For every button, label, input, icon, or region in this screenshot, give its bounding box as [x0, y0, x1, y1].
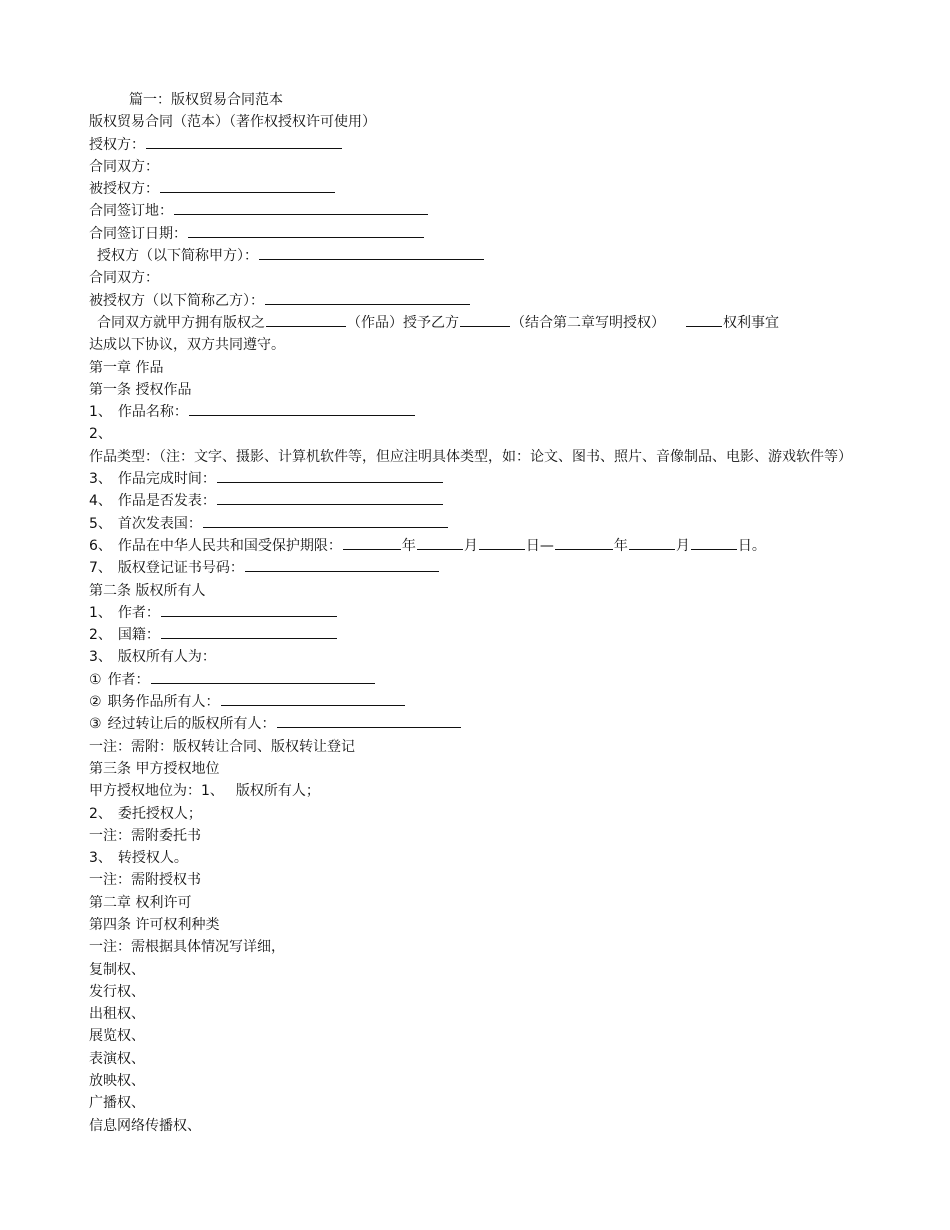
- author-field: [89, 602, 879, 624]
- right-item: 展览权、: [89, 1028, 145, 1045]
- owner-author-label: 作者：: [107, 671, 150, 688]
- right-item: 放映权、: [89, 1073, 145, 1090]
- entrusted-item: [89, 803, 879, 825]
- parties-line-1: 合同双方：: [89, 158, 159, 175]
- note-entrustment: 一注：需附委托书: [89, 827, 201, 844]
- agreement-text-1: 合同双方就甲方拥有版权之: [97, 314, 265, 331]
- licensor-label: 授权方：: [89, 136, 145, 153]
- item-number: 2、: [89, 805, 112, 822]
- work-name-blank[interactable]: [189, 401, 415, 416]
- signing-date-blank[interactable]: [188, 223, 424, 238]
- note-authorization: 一注：需附授权书: [89, 872, 201, 889]
- grant-blank[interactable]: [460, 312, 510, 327]
- chapter-1-heading: 第一章 作品: [89, 359, 164, 376]
- completion-time-field: [89, 468, 879, 490]
- work-for-hire-owner-blank[interactable]: [221, 691, 405, 706]
- work-name-label: 作品名称：: [117, 404, 188, 421]
- work-type-text: 作品类型：（注：文字、摄影、计算机软件等，但应注明具体类型，如：论文、图书、照片、音像制品、电影、游戏软件等）: [89, 448, 852, 465]
- document-page: [89, 89, 879, 1137]
- agreement-text-3: （结合第二章写明授权）: [511, 314, 665, 331]
- signing-place-label: 合同签订地：: [89, 203, 173, 220]
- registration-number-label: 版权登记证书号码：: [117, 560, 244, 577]
- grant-status-owner: 版权所有人；: [235, 783, 320, 800]
- work-for-hire-owner-field: [89, 691, 879, 713]
- day-end-label: 日。: [737, 537, 766, 554]
- item-number: 4、: [89, 493, 112, 510]
- licensor-blank[interactable]: [146, 134, 342, 149]
- signing-place-blank[interactable]: [174, 200, 428, 215]
- item-number: 2、: [89, 627, 112, 644]
- item-number: 6、: [89, 537, 112, 554]
- document-heading: 篇一：版权贸易合同范本: [129, 92, 283, 108]
- parties-line-2: 合同双方：: [89, 270, 159, 287]
- note-detail: 一注：需根据具体情况写详细，: [89, 939, 285, 956]
- transferred-owner-field: [89, 713, 879, 735]
- work-for-hire-owner-label: 职务作品所有人：: [107, 694, 220, 711]
- signing-date-label: 合同签订日期：: [89, 225, 187, 242]
- party-b-field: [89, 290, 879, 312]
- right-item: 发行权、: [89, 983, 145, 1000]
- work-type-item: [89, 423, 879, 468]
- author-label: 作者：: [117, 604, 160, 621]
- note-transfer: 一注：需附：版权转让合同、版权转让登记: [89, 738, 355, 755]
- completion-time-blank[interactable]: [217, 468, 443, 483]
- agreement-line-1: [89, 312, 879, 334]
- published-blank[interactable]: [217, 490, 443, 505]
- published-label: 作品是否发表：: [117, 493, 216, 510]
- published-field: [89, 490, 879, 512]
- first-publication-label: 首次发表国：: [117, 515, 202, 532]
- end-year-blank[interactable]: [555, 535, 613, 550]
- agreement-text-4: 权利事宜: [723, 314, 779, 331]
- nationality-label: 国籍：: [117, 627, 160, 644]
- party-a-field: [89, 245, 879, 267]
- party-b-blank[interactable]: [265, 290, 470, 305]
- item-number: 3、: [89, 649, 112, 666]
- protection-term-field: [89, 535, 879, 557]
- nationality-field: [89, 624, 879, 646]
- licensee-blank[interactable]: [160, 178, 335, 193]
- owner-author-field: [89, 669, 879, 691]
- registration-number-field: [89, 557, 879, 579]
- month-label: 月: [675, 537, 690, 554]
- copyright-owner-item: [89, 646, 879, 668]
- signing-date-field: [89, 223, 879, 245]
- grant-status-line: [89, 780, 879, 802]
- completion-time-label: 作品完成时间：: [117, 471, 216, 488]
- end-month-blank[interactable]: [629, 535, 675, 550]
- transferred-owner-label: 经过转让后的版权所有人：: [107, 716, 276, 733]
- article-4-heading: 第四条 许可权利种类: [89, 916, 220, 933]
- circled-number: ①: [89, 671, 102, 688]
- start-day-blank[interactable]: [479, 535, 525, 550]
- start-year-blank[interactable]: [343, 535, 401, 550]
- item-number: 1、: [89, 404, 112, 421]
- contract-title: 版权贸易合同（范本）（著作权授权许可使用）: [89, 114, 376, 131]
- item-number: 3、: [89, 850, 112, 867]
- right-item: 复制权、: [89, 961, 145, 978]
- entrusted-label: 委托授权人；: [117, 805, 202, 822]
- signing-place-field: [89, 200, 879, 222]
- agreement-line-2: 达成以下协议，双方共同遵守。: [89, 337, 285, 354]
- registration-number-blank[interactable]: [245, 557, 439, 572]
- author-blank[interactable]: [161, 602, 337, 617]
- item-number: 5、: [89, 515, 112, 532]
- year-label: 年: [401, 537, 416, 554]
- grant-status-label: 甲方授权地位为：1、: [89, 783, 224, 800]
- licensor-field: [89, 134, 879, 156]
- right-item: 出租权、: [89, 1006, 145, 1023]
- licensee-field: [89, 178, 879, 200]
- work-name-field: [89, 401, 879, 423]
- first-publication-blank[interactable]: [203, 513, 448, 528]
- transferred-owner-blank[interactable]: [277, 713, 461, 728]
- first-publication-field: [89, 513, 879, 535]
- item-number: 7、: [89, 560, 112, 577]
- rights-blank[interactable]: [686, 312, 722, 327]
- article-3-heading: 第三条 甲方授权地位: [89, 760, 220, 777]
- item-number: 3、: [89, 471, 112, 488]
- right-item: 表演权、: [89, 1050, 145, 1067]
- circled-number: ③: [89, 716, 102, 733]
- start-month-blank[interactable]: [417, 535, 463, 550]
- month-label: 月: [463, 537, 478, 554]
- sublicensor-item: [89, 847, 879, 869]
- end-day-blank[interactable]: [691, 535, 737, 550]
- party-b-label: 被授权方（以下简称乙方）：: [89, 292, 264, 309]
- licensee-label: 被授权方：: [89, 181, 159, 198]
- sublicensor-label: 转授权人。: [117, 850, 188, 867]
- owner-author-blank[interactable]: [151, 669, 375, 684]
- circled-number: ②: [89, 694, 102, 711]
- article-2-heading: 第二条 版权所有人: [89, 582, 206, 599]
- protection-term-label: 作品在中华人民共和国受保护期限：: [117, 537, 342, 554]
- year-label: 年: [613, 537, 628, 554]
- item-number: 1、: [89, 604, 112, 621]
- article-1-heading: 第一条 授权作品: [89, 381, 192, 398]
- item-number: 2、: [89, 426, 112, 443]
- agreement-text-2: （作品）授予乙方: [347, 314, 459, 331]
- copyright-owner-label: 版权所有人为：: [117, 649, 216, 666]
- party-a-label: 授权方（以下简称甲方）：: [97, 248, 258, 265]
- right-item: 广播权、: [89, 1095, 145, 1112]
- work-owned-blank[interactable]: [266, 312, 346, 327]
- right-item: 信息网络传播权、: [89, 1117, 201, 1134]
- day-dash-label: 日—: [525, 537, 554, 554]
- nationality-blank[interactable]: [161, 624, 337, 639]
- party-a-blank[interactable]: [259, 245, 484, 260]
- chapter-2-heading: 第二章 权利许可: [89, 894, 192, 911]
